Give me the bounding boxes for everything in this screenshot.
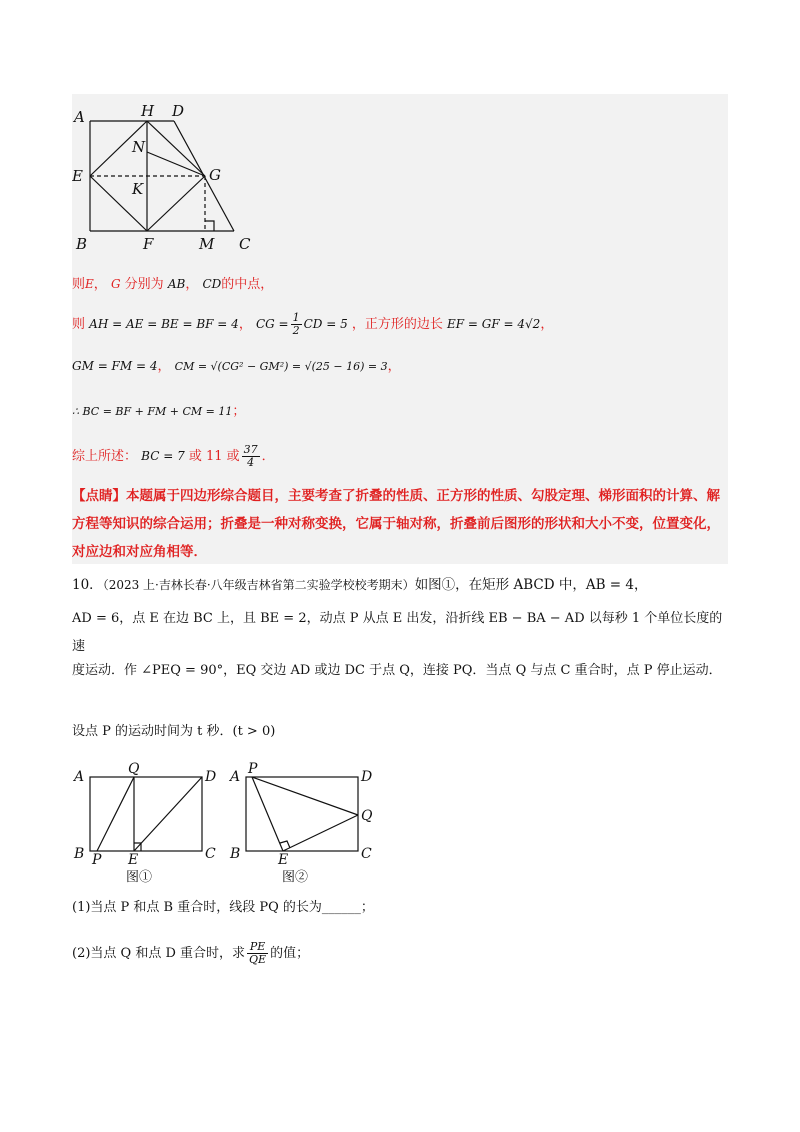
- fraction: [291, 312, 302, 337]
- text: 的值；: [270, 946, 310, 961]
- label-E: E: [72, 167, 83, 185]
- label-C: C: [361, 846, 372, 862]
- denominator: 2: [292, 324, 300, 337]
- figure-2-caption: 图②: [282, 870, 309, 885]
- text: ，: [387, 359, 401, 374]
- figure-1-caption: 图①: [126, 870, 153, 885]
- math-equation: CG =: [255, 317, 289, 331]
- text: 分别为: [124, 277, 164, 292]
- problem-source: （2023 上·吉林长春·八年级吉林省第二实验学校校考期末）: [102, 578, 415, 592]
- figure-1: [72, 760, 232, 890]
- segment-FG: [147, 176, 205, 231]
- text: 或 11 或: [188, 449, 240, 464]
- label-F: F: [143, 235, 154, 253]
- text: 则: [72, 277, 86, 292]
- label-G: G: [209, 166, 221, 184]
- math: G: [110, 277, 121, 291]
- label-K: K: [132, 180, 144, 198]
- label-C: C: [205, 846, 216, 862]
- label-B: B: [76, 235, 88, 253]
- segment-NG: [147, 152, 205, 176]
- text: 的中点，: [221, 277, 274, 292]
- label-M: M: [199, 235, 215, 253]
- label-B: B: [230, 846, 241, 862]
- math: E: [85, 277, 94, 291]
- math-equation: ∴ BC = BF + FM + CM = 11: [72, 405, 233, 418]
- numerator: 1: [292, 311, 300, 324]
- text: ，: [238, 317, 252, 332]
- label-E: E: [278, 852, 289, 868]
- text: 综上所述：: [72, 449, 138, 464]
- solution-line-2: [72, 312, 553, 337]
- rectangle-ABCD: [246, 777, 358, 851]
- label-A: A: [74, 108, 85, 126]
- right-angle-mark: [205, 221, 214, 231]
- segment-HG: [147, 121, 205, 176]
- figure-trapezoid-fold: [72, 100, 272, 255]
- problem-line-1: [72, 571, 732, 599]
- denominator: QE: [249, 953, 267, 966]
- label-C: C: [239, 235, 251, 253]
- solution-line-4: [72, 400, 245, 419]
- segment-ED: [134, 777, 202, 851]
- text: ．: [261, 449, 275, 464]
- label-P: P: [92, 852, 102, 868]
- label-A: A: [74, 769, 85, 785]
- math-equation: BC = 7: [141, 449, 185, 463]
- text: ，: [93, 277, 107, 292]
- math: AB: [167, 277, 186, 291]
- numerator: 37: [243, 443, 258, 456]
- label-N: N: [132, 138, 146, 156]
- text: (2)当点 Q 和点 D 重合时，求: [72, 946, 246, 961]
- label-H: H: [141, 102, 155, 120]
- solution-line-3: [72, 355, 401, 374]
- solution-comment: 【点睛】本题属于四边形综合题目，主要考查了折叠的性质、正方形的性质、勾股定理、梯形面积的计算、解方程等知识的综合运用；折叠是一种对称变换，它属于轴对称，折叠前后图形的形状和大小不变，位置变化，对应边和对应角相等．: [72, 488, 720, 560]
- segment-PQ: [97, 777, 134, 851]
- figure-2: [228, 760, 388, 890]
- question-1: (1)当点 P 和点 B 重合时，线段 PQ 的长为______；: [72, 900, 374, 915]
- label-D: D: [205, 769, 217, 785]
- text: ，: [157, 359, 171, 374]
- solution-line-1: [72, 273, 273, 292]
- label-Q: Q: [361, 808, 373, 824]
- math-equation: GM = FM = 4: [72, 359, 158, 373]
- problem-text: 如图①，在矩形 ABCD 中，AB = 4，: [414, 577, 648, 593]
- segment-PE: [252, 777, 283, 851]
- text: ，: [540, 317, 554, 332]
- problem-line-2: AD = 6，点 E 在边 BC 上，且 BE = 2，动点 P 从点 E 出发，沿折线 EB − BA − AD 以每秒 1 个单位长度的速: [72, 611, 723, 654]
- fraction-PE-QE: [247, 941, 268, 966]
- question-2: [72, 940, 732, 968]
- problem-number: 10．: [72, 577, 103, 593]
- math-equation: CM = √(CG² − GM²) = √(25 − 16) = 3: [174, 360, 388, 373]
- numerator: PE: [247, 941, 268, 954]
- label-A: A: [230, 769, 241, 785]
- label-E: E: [128, 852, 139, 868]
- label-P: P: [248, 761, 258, 777]
- text: 则: [72, 317, 86, 332]
- segment-EQ: [283, 815, 358, 851]
- segment-PQ: [252, 777, 358, 815]
- label-D: D: [361, 769, 373, 785]
- fraction: [242, 444, 260, 469]
- label-D: D: [172, 102, 185, 120]
- problem-line-4: 设点 P 的运动时间为 t 秒．(t > 0): [72, 724, 276, 739]
- math-equation: AH = AE = BE = BF = 4: [89, 317, 239, 331]
- problem-line-3: 度运动．作 ∠PEQ = 90°，EQ 交边 AD 或边 DC 于点 Q，连接 PQ．当点 Q 与点 C 重合时，点 P 停止运动．: [72, 663, 722, 678]
- math-equation: CD = 5: [303, 317, 348, 331]
- math: CD: [202, 277, 222, 291]
- label-B: B: [74, 846, 85, 862]
- math-equation: EF = GF = 4√2: [447, 317, 541, 331]
- rectangle-ABCD: [90, 777, 202, 851]
- text: ，正方形的边长: [351, 317, 443, 332]
- text: ；: [232, 404, 246, 419]
- label-Q: Q: [128, 761, 140, 777]
- solution-summary: [72, 444, 275, 469]
- text: ，: [185, 277, 199, 292]
- denominator: 4: [247, 456, 255, 469]
